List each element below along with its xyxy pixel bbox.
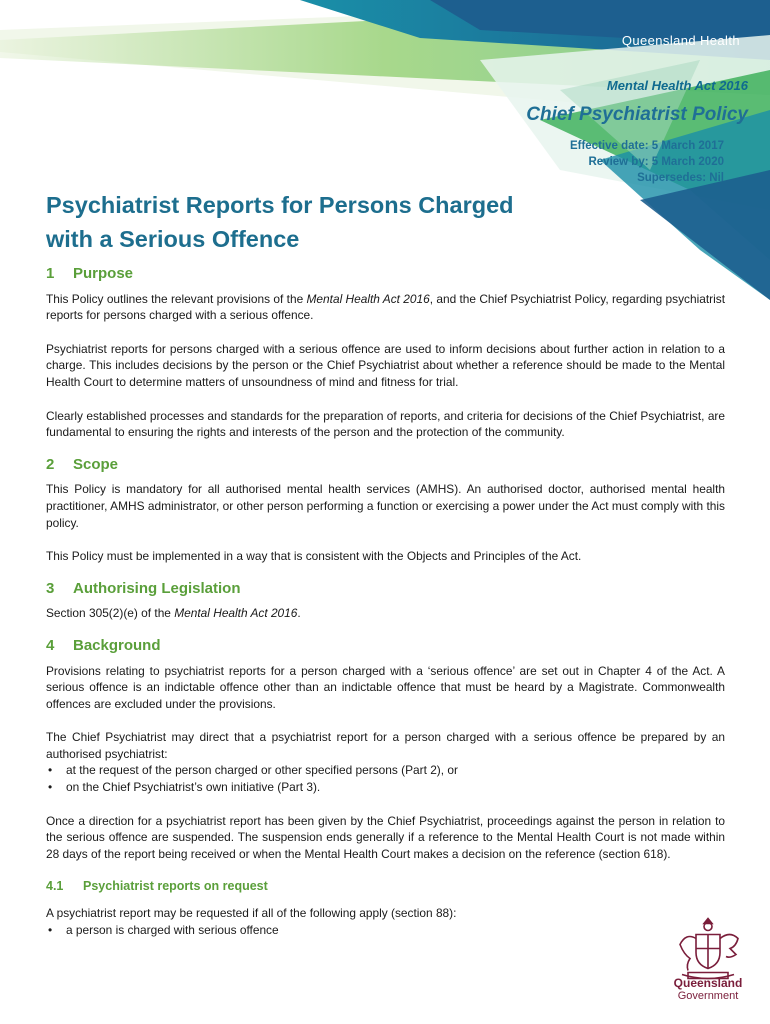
qld-govt-logo-word-1: Queensland xyxy=(673,976,743,990)
subsection-heading-reports-on-request xyxy=(46,878,725,895)
review-date: Review by: 5 March 2020 xyxy=(588,156,724,168)
policy-type-title: Chief Psychiatrist Policy xyxy=(526,104,748,125)
text-run: , and the Chief Psychiatrist Policy, regarding psychiatrist reports for persons charged with a serious offence. xyxy=(46,291,725,323)
section-title: Background xyxy=(73,636,161,654)
queensland-health-brand: Queensland Health xyxy=(621,33,740,48)
paragraph xyxy=(46,291,725,324)
supersedes: Supersedes: Nil xyxy=(637,172,724,184)
section-number: 1 xyxy=(46,265,55,282)
section-heading-authorising-legislation xyxy=(46,581,725,598)
policy-meta xyxy=(570,138,724,186)
paragraph xyxy=(46,605,725,622)
bullet-icon: • xyxy=(48,763,53,778)
bullet-list xyxy=(46,922,725,939)
section-heading-scope xyxy=(46,457,725,474)
section-number: 3 xyxy=(46,579,55,597)
paragraph: Provisions relating to psychiatrist reports for a person charged with a ‘serious offence’ are set out in Chapter 4 of the Act. A serious offence is an indictable offence other than an indictable offence that must be heard by a Magistrate. Commonwealth offences are excluded under the provisions. xyxy=(46,663,725,711)
list-item-text: a person is charged with serious offence xyxy=(66,922,279,937)
paragraph: Once a direction for a psychiatrist report has been given by the Chief Psychiatrist, proceedings against the person in relation to the serious offence are suspended. The suspension ends generally if a reference to the Mental Health Court is not made within 28 days of the report being received or when the Mental Health Court makes a decision on the reference (section 618). xyxy=(46,813,725,861)
document-body xyxy=(46,266,725,955)
document-title-line-1: Psychiatrist Reports for Persons Charged xyxy=(46,192,514,218)
list-item-text: on the Chief Psychiatrist’s own initiative (Part 3). xyxy=(66,780,321,795)
act-title: Mental Health Act 2016 xyxy=(606,78,748,93)
section-title: Purpose xyxy=(73,265,134,282)
document-title xyxy=(46,188,606,256)
effective-date: Effective date: 5 March 2017 xyxy=(569,140,724,152)
bullet-icon: • xyxy=(48,780,53,795)
paragraph: Psychiatrist reports for persons charged with a serious offence are used to inform decisions about further action in relation to a charge. This includes decisions by the person or the Chief Psychiatrist about whether a reference should be made to the Mental Health Court to determine matters of unsoundness of mind and fitness for trial. xyxy=(46,341,725,389)
bullet-icon: • xyxy=(48,922,53,937)
italic-act-name: Mental Health Act 2016 xyxy=(174,606,298,621)
paragraph: This Policy is mandatory for all authorised mental health services (AMHS). An authorised doctor, authorised mental health practitioner, AMHS administrator, or other person performing a function or exercising a power under the Act must comply with this policy. xyxy=(46,482,725,530)
section-heading-background xyxy=(46,638,725,655)
bullet-list xyxy=(46,762,725,795)
list-item xyxy=(46,762,725,779)
list-item-text: at the request of the person charged or other specified persons (Part 2), or xyxy=(66,763,458,778)
section-number: 2 xyxy=(46,455,55,473)
section-number: 4.1 xyxy=(46,879,64,894)
section-title: Scope xyxy=(73,455,119,473)
section-number: 4 xyxy=(46,636,55,654)
list-item xyxy=(46,922,725,939)
qld-govt-logo-word-2: Government xyxy=(677,990,739,1002)
italic-act-name: Mental Health Act 2016 xyxy=(306,291,430,306)
paragraph: Clearly established processes and standards for the preparation of reports, and criteria for decisions of the Chief Psychiatrist, are fundamental to ensuring the rights and interests of the person and the protection of the community. xyxy=(46,408,725,440)
list-item xyxy=(46,779,725,796)
text-run: Section 305(2)(e) of the xyxy=(46,606,175,621)
section-heading-purpose xyxy=(46,266,725,283)
section-title: Authorising Legislation xyxy=(73,579,241,597)
text-run: . xyxy=(297,606,301,621)
document-title-line-2: with a Serious Offence xyxy=(46,226,300,252)
paragraph: A psychiatrist report may be requested if all of the following apply (section 88): xyxy=(46,906,457,921)
text-run: This Policy outlines the relevant provisions of the xyxy=(46,291,307,306)
paragraph: The Chief Psychiatrist may direct that a psychiatrist report for a person charged with a serious offence be prepared by an authorised psychiatrist: xyxy=(46,730,725,761)
section-title: Psychiatrist reports on request xyxy=(83,879,268,894)
paragraph: This Policy must be implemented in a way that is consistent with the Objects and Principles of the Act. xyxy=(46,549,582,564)
